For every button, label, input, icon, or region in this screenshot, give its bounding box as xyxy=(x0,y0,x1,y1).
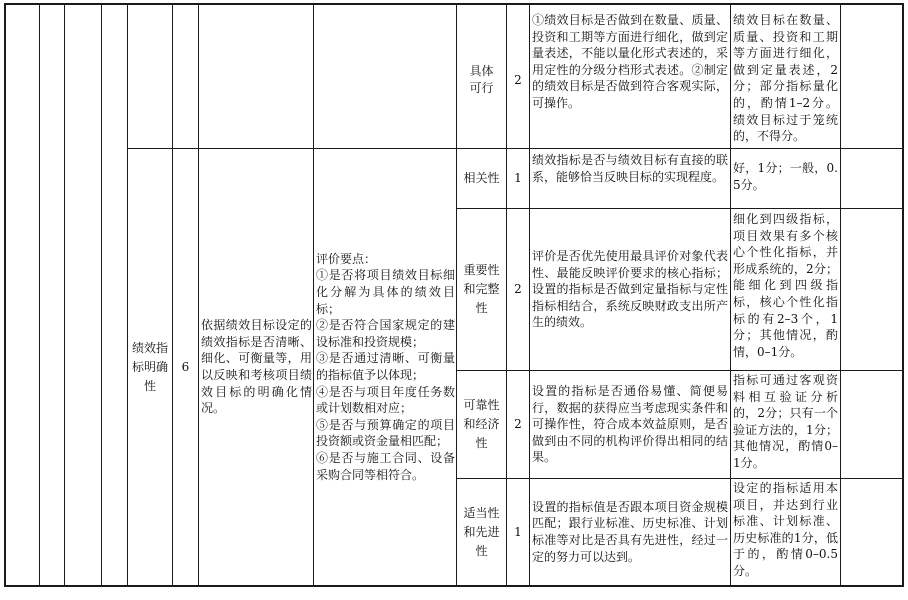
column-divider xyxy=(101,3,102,587)
scoring-cell: 绩效目标在数量、质量、投资和工期等方面进行细化，做到定量表述，2分；部分指标量化的，酌情1–2分。绩效目标过于笼统的，不得分。 xyxy=(733,13,838,144)
criteria-text: 设置的指标是否通俗易懂、简便易行，数据的获得应当考虑现实条件和可操作性，符合成本效益原则，是否做到由不同的机构评价得出相同的结果。 xyxy=(532,384,728,465)
sub-indicator-cell: 适当性 和先进 性 xyxy=(463,505,500,558)
sub-indicator-cell: 相关性 xyxy=(463,171,500,186)
table-right-border xyxy=(902,3,904,587)
score-cell: 2 xyxy=(514,417,522,432)
table-top-border xyxy=(4,3,904,5)
weight-cell: 6 xyxy=(181,359,190,374)
column-divider xyxy=(529,3,530,587)
table-bottom-border xyxy=(4,585,904,587)
score-cell: 1 xyxy=(514,171,522,186)
key-point-item: ③是否通过清晰、可衡量的指标值予以体现； xyxy=(316,351,455,382)
scoring-cell: 指标可通过客观资料相互验证分析的，2分；只有一个验证方法的，1分；其他情况，酌情0–1分。 xyxy=(733,373,838,470)
sub-indicator-cell: 可靠性 和经济 性 xyxy=(463,398,500,450)
key-points-list xyxy=(316,251,455,483)
criteria-cell: 绩效指标是否与绩效目标有直接的联系，能够恰当反映目标的实现程度。 xyxy=(532,153,728,184)
criteria-text: 设置的指标值是否跟本项目资金规模匹配；跟行业标准、历史标准、计划标准等对比是否具有先进性，经过一定的努力可以达到。 xyxy=(532,499,728,564)
key-points-heading: 评价要点： xyxy=(316,251,377,266)
key-point-item: ②是否符合国家规定的建设标准和投资规模； xyxy=(316,318,455,349)
table-left-border xyxy=(4,3,6,587)
scoring-cell: 细化到四级指标，项目效果有多个核心个性化指标，并形成系统的，2分；能细化到四级指标，核心个性化指标的有2–3个，1分；其他情况，酌情，0–1分。 xyxy=(733,212,838,359)
criteria-cell xyxy=(532,209,728,370)
score-cell: 1 xyxy=(514,524,522,539)
key-point-item: ⑥是否与施工合同、设备采购合同等相符合。 xyxy=(316,450,455,482)
indicator-name-cell: 绩效指 标明确 性 xyxy=(131,340,168,393)
score-cell: 2 xyxy=(514,282,522,297)
column-divider xyxy=(313,3,314,587)
criteria-cell xyxy=(532,479,728,585)
column-divider xyxy=(39,3,40,587)
criteria-cell xyxy=(532,371,728,478)
column-divider xyxy=(840,3,841,587)
key-point-item: ⑤是否与预算确定的项目投资额或资金量相匹配； xyxy=(316,417,455,449)
column-divider xyxy=(730,3,731,587)
criteria-text: 评价是否优先使用最具评价对象代表性、最能反映评价要求的核心指标；设置的指标是否做到定量指标与定性指标相结合，系统反映财政支出所产生的绩效。 xyxy=(532,249,728,330)
key-point-item: ④是否与项目年度任务数或计划数相对应； xyxy=(316,384,455,416)
key-points-cell xyxy=(316,149,455,585)
column-divider xyxy=(198,3,199,587)
score-cell: 2 xyxy=(514,72,522,87)
scoring-cell: 好，1分；一般，0.5分。 xyxy=(733,161,838,192)
scoring-cell: 设定的指标适用本项目，并达到行业标准、计划标准、历史标准的1分，低于的，酌情0–0.5分。 xyxy=(733,481,838,578)
sub-indicator-cell: 重要性 和完整 性 xyxy=(463,263,500,315)
key-point-item: ①是否将项目绩效目标细化分解为具体的绩效目标； xyxy=(316,268,455,316)
sub-indicator-cell: 具体 可行 xyxy=(469,64,494,95)
column-divider xyxy=(64,3,65,587)
indicator-explanation-text: 依据绩效目标设定的绩效指标是否清晰、细化、可衡量等，用以反映和考核项目绩效目标的明确化情况。 xyxy=(201,318,312,416)
criteria-cell: ①绩效目标是否做到在数量、质量、投资和工期等方面进行细化，做到定量表述，不能以量化形式表述的，采用定性的分级分档形式表述。②制定的绩效目标是否做到符合客观实际，可操作。 xyxy=(532,13,728,110)
indicator-explanation-cell xyxy=(201,149,312,585)
